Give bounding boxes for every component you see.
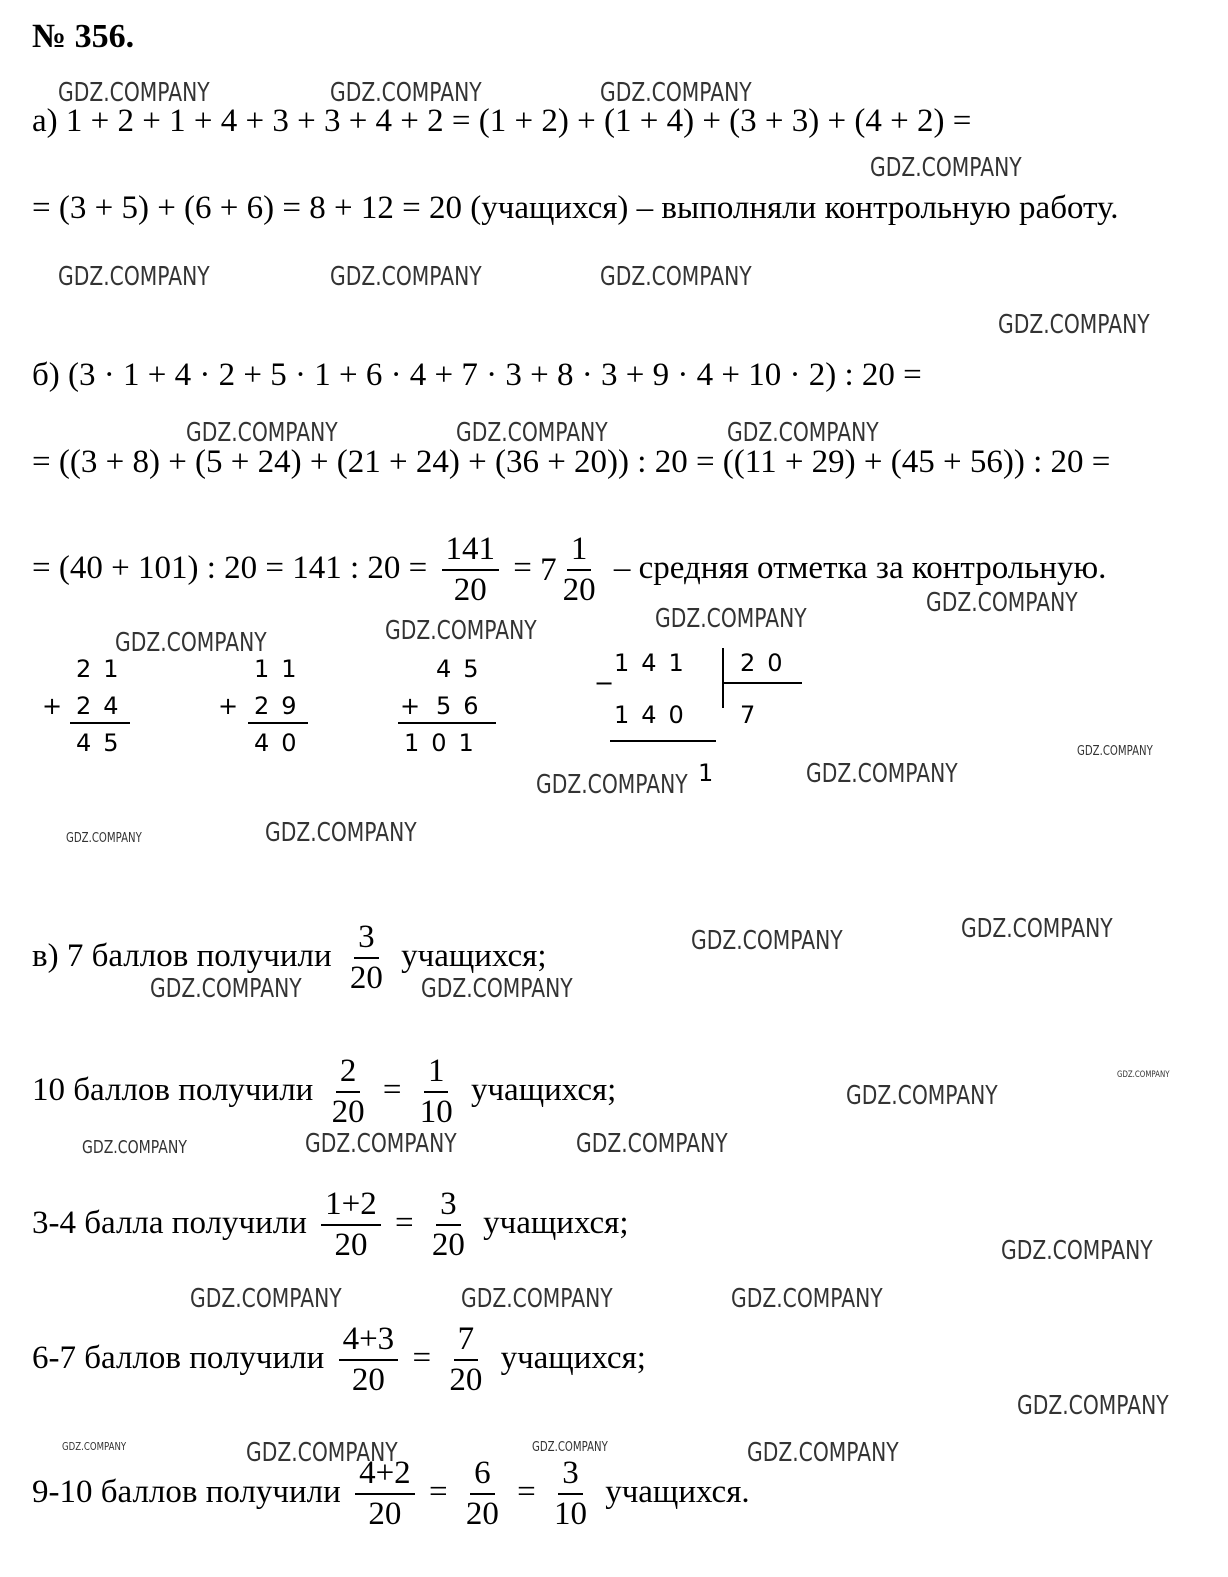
fraction-numerator: 3 bbox=[354, 921, 379, 959]
part-a-line-2: = (3 + 5) + (6 + 6) = 8 + 12 = 20 (учащихся) – выполняли контрольную работу. bbox=[32, 190, 1119, 226]
watermark: GDZ.COMPANY bbox=[265, 818, 417, 848]
fraction-denominator: 20 bbox=[351, 1362, 385, 1399]
fraction-denominator: 20 bbox=[431, 1227, 465, 1264]
fraction-numerator: 7 bbox=[454, 1323, 479, 1361]
watermark: GDZ.COMPANY bbox=[330, 262, 482, 292]
sum-result: 101 bbox=[404, 729, 486, 757]
watermark: GDZ.COMPANY bbox=[82, 1137, 187, 1158]
sum-line bbox=[70, 722, 130, 724]
watermark: GDZ.COMPANY bbox=[536, 770, 688, 800]
fraction-denominator: 20 bbox=[349, 960, 383, 997]
watermark: GDZ.COMPANY bbox=[655, 604, 807, 634]
fraction bbox=[445, 1323, 486, 1397]
addend-top: 45 bbox=[436, 655, 491, 683]
sum-line bbox=[398, 722, 496, 724]
sum-line bbox=[248, 722, 308, 724]
fraction bbox=[416, 1055, 457, 1129]
line-text: 9-10 баллов получили bbox=[32, 1474, 341, 1510]
watermark: GDZ.COMPANY bbox=[691, 926, 843, 956]
watermark: GDZ.COMPANY bbox=[456, 418, 608, 448]
watermark: GDZ.COMPANY bbox=[727, 418, 879, 448]
addend-bottom: 29 bbox=[254, 692, 309, 720]
addend-bottom: 56 bbox=[436, 692, 491, 720]
part-b-line-3 bbox=[32, 528, 1106, 610]
plus-sign: + bbox=[218, 692, 251, 720]
dividend: 141 bbox=[614, 649, 696, 677]
fraction-numerator: 1 bbox=[424, 1055, 449, 1093]
equals-sign: = bbox=[395, 1205, 414, 1241]
watermark: GDZ.COMPANY bbox=[115, 628, 267, 658]
line-text: в) 7 баллов получили bbox=[32, 938, 332, 974]
subtracted-product: 140 bbox=[614, 701, 696, 729]
fraction-numerator: 3 bbox=[436, 1188, 461, 1226]
watermark: GDZ.COMPANY bbox=[731, 1284, 883, 1314]
part-c-line-5 bbox=[32, 1452, 750, 1532]
watermark: GDZ.COMPANY bbox=[186, 418, 338, 448]
fraction bbox=[328, 1055, 369, 1129]
watermark: GDZ.COMPANY bbox=[1077, 744, 1153, 759]
equals-sign: = bbox=[513, 550, 532, 586]
sum-result: 45 bbox=[76, 729, 131, 757]
fraction bbox=[462, 1457, 503, 1531]
addend-bottom: 24 bbox=[76, 692, 131, 720]
divisor: 20 bbox=[740, 649, 795, 677]
fraction bbox=[550, 1457, 591, 1531]
fraction-numerator: 6 bbox=[470, 1457, 495, 1495]
fraction-numerator: 1+2 bbox=[321, 1188, 381, 1226]
part-c-line-4 bbox=[32, 1318, 646, 1398]
part-c-line-3 bbox=[32, 1183, 629, 1263]
fraction-numerator: 2 bbox=[336, 1055, 361, 1093]
part-b-line-1: б) (3 · 1 + 4 · 2 + 5 · 1 + 6 · 4 + 7 · 3 + 8 · 3 + 9 · 4 + 10 · 2) : 20 = bbox=[32, 357, 922, 393]
fraction-141-20 bbox=[442, 533, 500, 607]
fraction-numerator: 1 bbox=[567, 533, 592, 571]
watermark: GDZ.COMPANY bbox=[870, 153, 1022, 183]
equals-sign: = bbox=[382, 1072, 402, 1108]
fraction-denominator: 20 bbox=[368, 1496, 402, 1533]
fraction bbox=[355, 1457, 415, 1531]
sum-result: 40 bbox=[254, 729, 309, 757]
fraction-denominator: 20 bbox=[453, 572, 487, 609]
watermark: GDZ.COMPANY bbox=[58, 262, 210, 292]
watermark: GDZ.COMPANY bbox=[385, 616, 537, 646]
line-text-end: учащихся; bbox=[500, 1340, 646, 1376]
quotient: 7 bbox=[740, 701, 768, 729]
plus-sign: + bbox=[42, 692, 75, 720]
fraction-denominator: 20 bbox=[562, 572, 596, 609]
watermark: GDZ.COMPANY bbox=[421, 974, 573, 1004]
minus-sign: − bbox=[594, 669, 627, 697]
subtraction-line bbox=[610, 740, 716, 742]
watermark: GDZ.COMPANY bbox=[330, 78, 482, 108]
fraction bbox=[321, 1188, 381, 1262]
equals-sign: = bbox=[412, 1340, 432, 1376]
line-text-end: учащихся; bbox=[401, 938, 547, 974]
watermark: GDZ.COMPANY bbox=[190, 1284, 342, 1314]
mixed-number bbox=[540, 530, 606, 610]
line-text: 3-4 балла получили bbox=[32, 1205, 307, 1241]
fraction bbox=[346, 921, 387, 995]
watermark: GDZ.COMPANY bbox=[600, 78, 752, 108]
watermark: GDZ.COMPANY bbox=[846, 1081, 998, 1111]
addend-top: 11 bbox=[254, 655, 309, 683]
fraction-denominator: 20 bbox=[449, 1362, 483, 1399]
fraction-numerator: 3 bbox=[558, 1457, 583, 1495]
division-bar bbox=[722, 648, 724, 708]
watermark: GDZ.COMPANY bbox=[600, 262, 752, 292]
watermark: GDZ.COMPANY bbox=[1001, 1236, 1153, 1266]
watermark: GDZ.COMPANY bbox=[1117, 1070, 1170, 1080]
problem-title: № 356. bbox=[32, 18, 135, 55]
watermark: GDZ.COMPANY bbox=[806, 759, 958, 789]
mixed-fraction bbox=[559, 533, 600, 607]
fraction-denominator: 20 bbox=[334, 1227, 368, 1264]
fraction-numerator: 141 bbox=[442, 533, 500, 571]
watermark: GDZ.COMPANY bbox=[576, 1129, 728, 1159]
watermark: GDZ.COMPANY bbox=[66, 831, 142, 846]
line-text: 10 баллов получили bbox=[32, 1072, 314, 1108]
part-a-line-1: а) 1 + 2 + 1 + 4 + 3 + 3 + 4 + 2 = (1 + 2) + (1 + 4) + (3 + 3) + (4 + 2) = bbox=[32, 103, 972, 139]
plus-sign: + bbox=[400, 692, 433, 720]
line-text-end: учащихся; bbox=[483, 1205, 629, 1241]
fraction bbox=[428, 1188, 469, 1262]
watermark: GDZ.COMPANY bbox=[58, 78, 210, 108]
watermark: GDZ.COMPANY bbox=[747, 1438, 899, 1468]
line-text-end: учащихся. bbox=[605, 1474, 750, 1510]
equals-sign: = bbox=[517, 1474, 536, 1510]
watermark: GDZ.COMPANY bbox=[461, 1284, 613, 1314]
fraction-denominator: 10 bbox=[553, 1496, 587, 1533]
line-text: 6-7 баллов получили bbox=[32, 1340, 325, 1376]
part-c-line-1 bbox=[32, 916, 547, 996]
watermark: GDZ.COMPANY bbox=[961, 914, 1113, 944]
watermark: GDZ.COMPANY bbox=[150, 974, 302, 1004]
equals-sign: = bbox=[428, 1474, 448, 1510]
watermark: GDZ.COMPANY bbox=[305, 1129, 457, 1159]
conclusion-text: – средняя отметка за контрольную. bbox=[613, 550, 1107, 586]
fraction-numerator: 4+3 bbox=[339, 1323, 399, 1361]
divisor-line bbox=[724, 682, 802, 684]
part-b-line-3-text: = (40 + 101) : 20 = 141 : 20 = bbox=[32, 550, 428, 586]
part-c-line-2 bbox=[32, 1050, 616, 1130]
watermark: GDZ.COMPANY bbox=[532, 1440, 608, 1455]
addend-top: 21 bbox=[76, 655, 131, 683]
watermark: GDZ.COMPANY bbox=[998, 310, 1150, 340]
watermark: GDZ.COMPANY bbox=[62, 1440, 127, 1453]
watermark: GDZ.COMPANY bbox=[246, 1438, 398, 1468]
watermark: GDZ.COMPANY bbox=[1017, 1391, 1169, 1421]
fraction-numerator: 4+2 bbox=[355, 1457, 415, 1495]
line-text-end: учащихся; bbox=[470, 1072, 617, 1108]
mixed-whole: 7 bbox=[540, 552, 557, 589]
fraction-denominator: 10 bbox=[419, 1094, 453, 1131]
watermark: GDZ.COMPANY bbox=[926, 588, 1078, 618]
fraction-denominator: 20 bbox=[331, 1094, 365, 1131]
fraction bbox=[339, 1323, 399, 1397]
part-b-line-2: = ((3 + 8) + (5 + 24) + (21 + 24) + (36 + 20)) : 20 = ((11 + 29) + (45 + 56)) : 20 = bbox=[32, 444, 1111, 480]
remainder: 1 bbox=[698, 759, 726, 787]
fraction-denominator: 20 bbox=[465, 1496, 499, 1533]
